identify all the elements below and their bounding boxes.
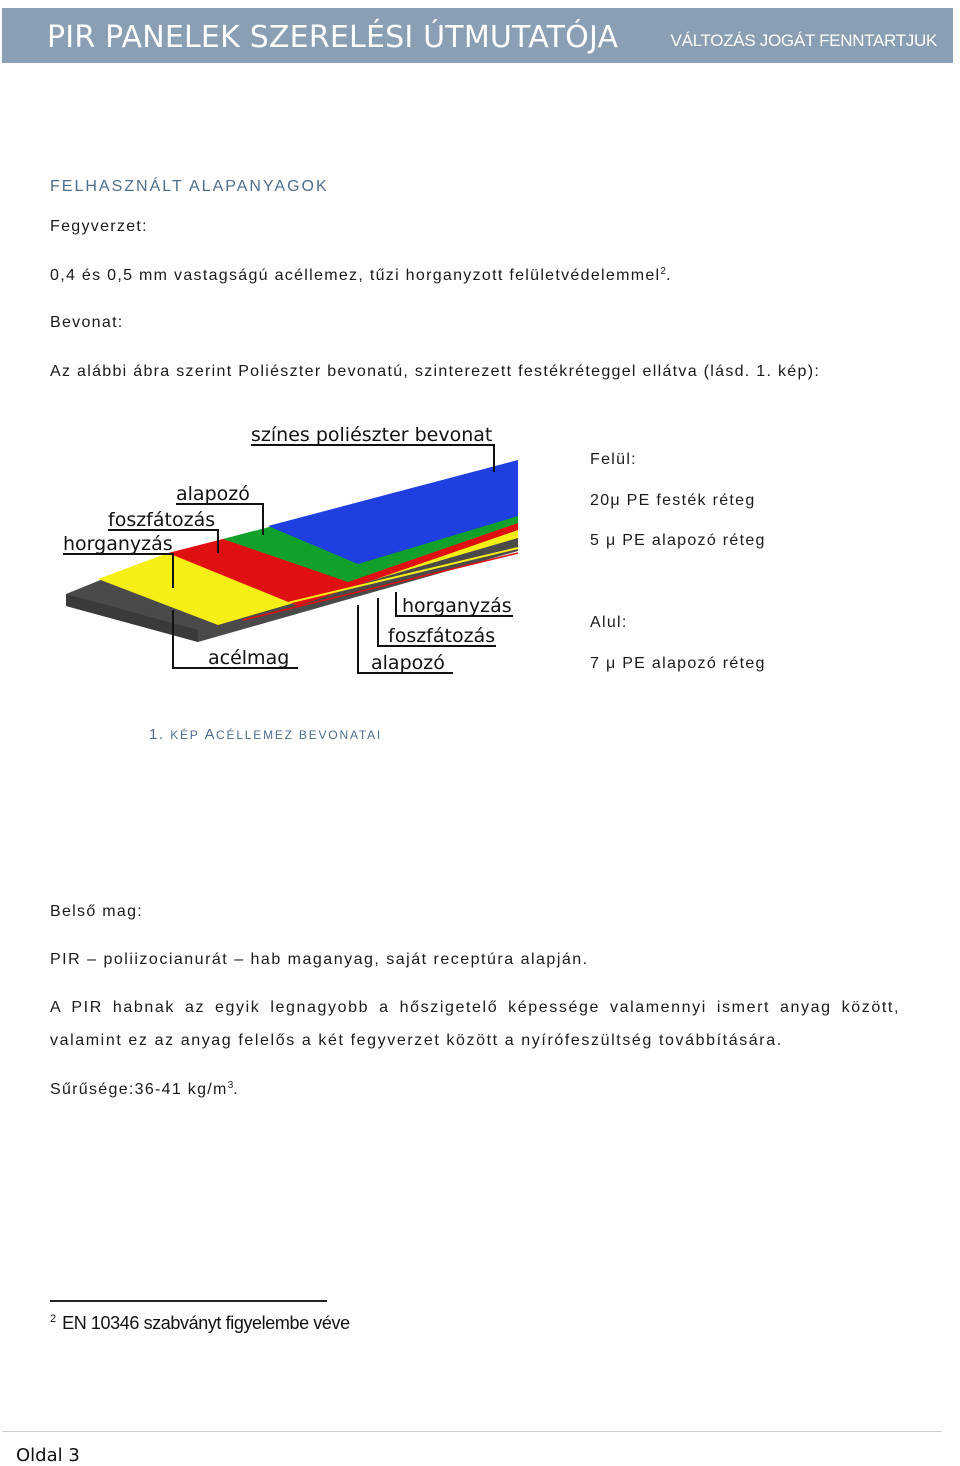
coating-diagram	[58, 420, 528, 685]
density-text: Sűrűsége:36-41 $kg/m^3$.	[50, 1080, 239, 1098]
core-paragraph-last: valamint ez az anyag felelős a két fegyverzet között a nyírófeszültség továbbítására.	[50, 1032, 783, 1049]
side-bottom-line1: 7 μ PE alapozó réteg	[590, 655, 766, 672]
core-line1: PIR – poliizocianurát – hab maganyag, saját receptúra alapján.	[50, 951, 589, 968]
footnote-text: EN 10346 szabványt figyelembe véve	[62, 1313, 350, 1333]
footer-separator	[2, 1431, 942, 1432]
figure-caption: 1. KÉP ACÉLLEMEZ BEVONATAI	[149, 726, 383, 743]
header-title: PIR PANELEK SZERELÉSI ÚTMUTATÓJA	[47, 20, 619, 55]
side-bottom-heading: Alul:	[590, 614, 628, 631]
core-paragraph: A PIR habnak az egyik legnagyobb a hőszigetelő képessége valamennyi ismert anyag között,	[50, 999, 900, 1016]
label-phosphate-top: foszfátozás	[108, 509, 216, 531]
label-steel: acélmag	[208, 647, 290, 669]
side-top-heading: Felül:	[590, 451, 637, 468]
label-primer-top: alapozó	[176, 483, 250, 505]
bevonat-text: Az alábbi ábra szerint Poliészter bevonatú, szinterezett festékréteggel ellátva (lásd. 1. kép):	[50, 363, 821, 380]
label-zinc-bottom: horganyzás	[402, 595, 512, 617]
footnote-number: 2	[50, 1313, 57, 1325]
bevonat-label: Bevonat:	[50, 314, 124, 331]
side-top-line2: 5 μ PE alapozó réteg	[590, 532, 766, 549]
fegyverzet-label: Fegyverzet:	[50, 218, 148, 235]
label-zinc-top: horganyzás	[63, 533, 173, 555]
footnote-ref: 2	[660, 266, 666, 277]
label-phosphate-bottom: foszfátozás	[388, 625, 496, 647]
footnote	[50, 1313, 350, 1334]
label-top-coat: színes poliészter bevonat	[251, 424, 493, 446]
header-subtitle: VÁLTOZÁS JOGÁT FENNTARTJUK	[670, 31, 937, 50]
section-title: FELHASZNÁLT ALAPANYAGOK	[50, 178, 329, 195]
side-top-line1: 20μ PE festék réteg	[590, 492, 756, 509]
fegyverzet-text: 0,4 és 0,5 mm vastagságú acéllemez, tűzi horganyzott felületvédelemmel$^2$.	[50, 266, 672, 284]
footnote-separator	[50, 1300, 327, 1302]
page-header	[2, 8, 953, 63]
page-number: Oldal 3	[16, 1445, 80, 1466]
label-primer-bottom: alapozó	[371, 652, 445, 674]
core-label: Belső mag:	[50, 903, 144, 920]
